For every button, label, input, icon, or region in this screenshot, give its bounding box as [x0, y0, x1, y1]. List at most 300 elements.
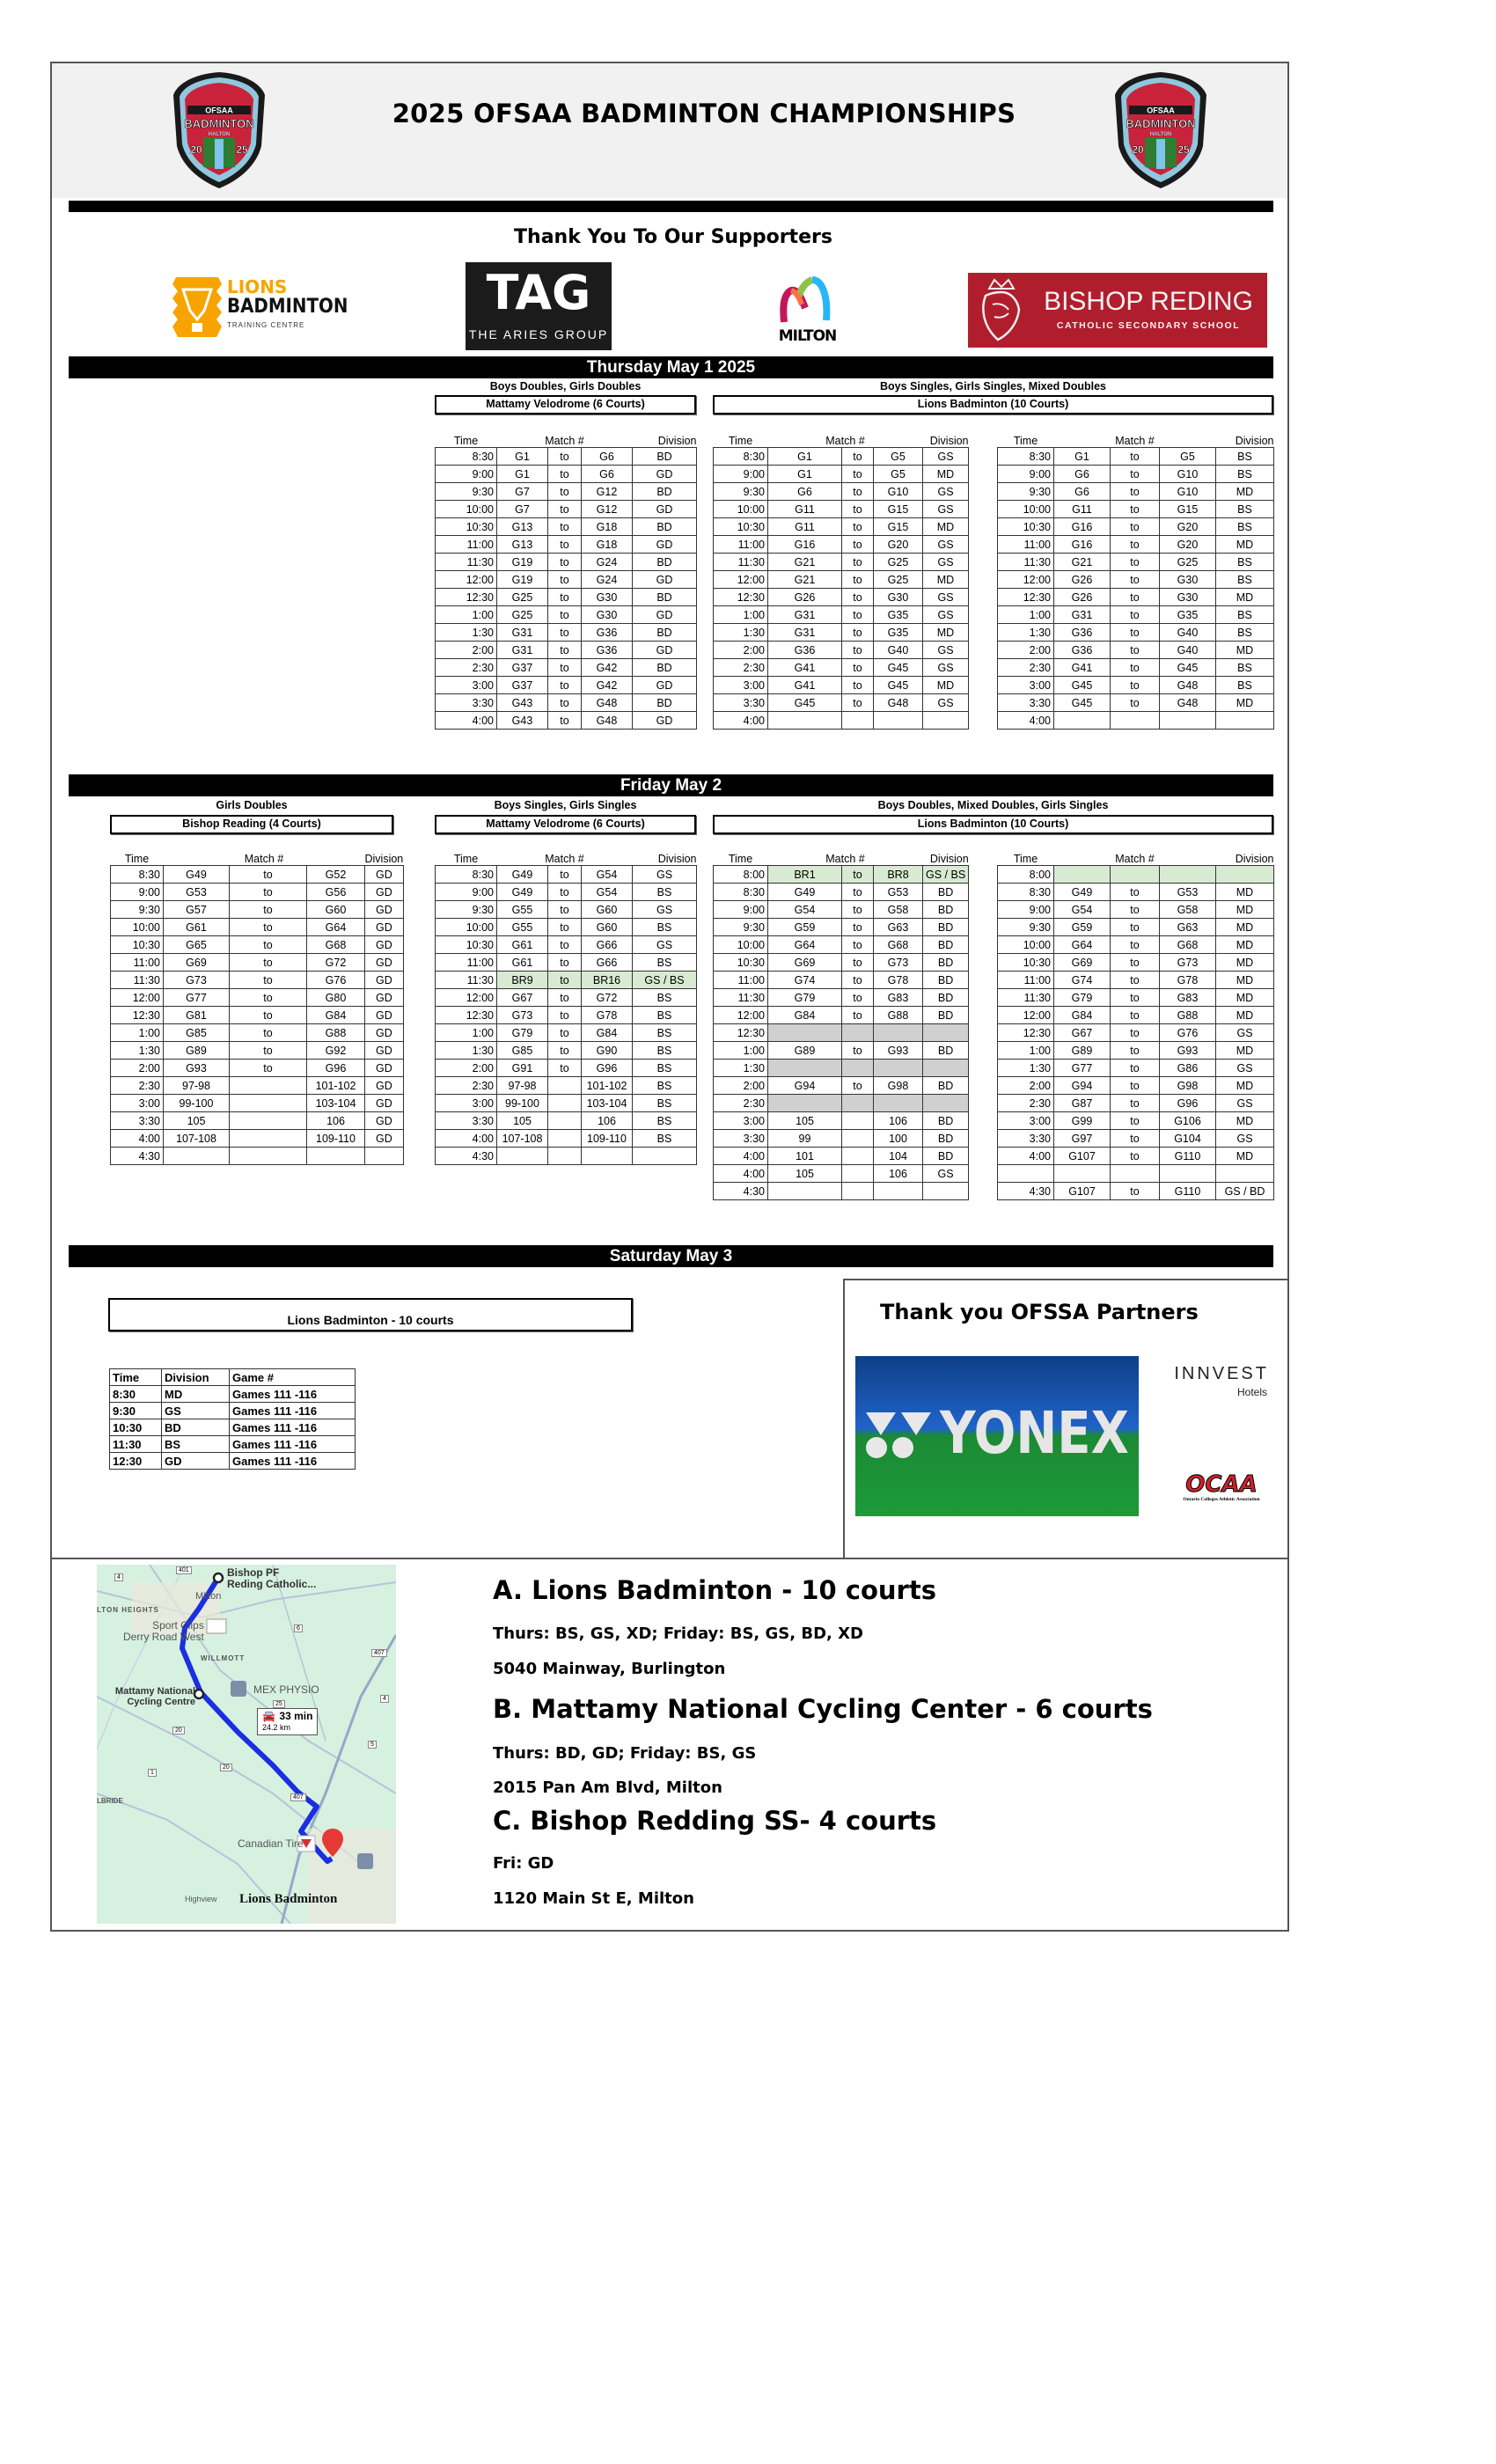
division-cell: MD	[162, 1386, 230, 1403]
table-row	[714, 659, 969, 677]
location-c-address: 1120 Main St E, Milton	[493, 1889, 694, 1908]
match-to-label	[230, 1148, 307, 1165]
division-cell: GD	[633, 536, 697, 554]
division-cell: BD	[633, 554, 697, 571]
match-from-cell: G11	[1054, 501, 1111, 518]
match-from-cell: G89	[164, 1042, 230, 1060]
division-cell	[1216, 866, 1274, 884]
time-cell: 2:00	[111, 1060, 164, 1077]
match-header: Match #	[825, 853, 865, 865]
time-cell: 4:00	[436, 1130, 497, 1148]
match-to-label: to	[1111, 884, 1160, 901]
table-row	[436, 1060, 697, 1077]
match-until-cell: 103-104	[582, 1095, 633, 1112]
yonex-mark-icon	[864, 1409, 935, 1462]
table-row	[714, 677, 969, 694]
division-cell: GS	[923, 589, 969, 606]
match-until-cell: G35	[874, 624, 923, 642]
division-header: Division	[364, 853, 404, 865]
match-to-label: to	[1111, 642, 1160, 659]
division-cell: BD	[923, 1042, 969, 1060]
match-from-cell: G26	[768, 589, 842, 606]
match-from-cell: G79	[768, 989, 842, 1007]
match-to-label: to	[842, 954, 874, 972]
time-cell: 4:00	[714, 712, 768, 730]
match-from-cell: G81	[164, 1007, 230, 1024]
match-from-cell: G74	[1054, 972, 1111, 989]
time-cell: 4:00	[111, 1130, 164, 1148]
ofsaa-badminton-crest-left	[157, 69, 282, 192]
table-row	[111, 972, 404, 989]
match-from-cell: G37	[497, 677, 548, 694]
match-from-cell: G43	[497, 712, 548, 730]
section-divider	[50, 1558, 1289, 1559]
time-cell: 1:00	[998, 606, 1054, 624]
match-from-cell: G19	[497, 571, 548, 589]
friday-table-4	[997, 849, 1274, 1200]
division-cell: GS	[923, 501, 969, 518]
match-from-cell: G93	[164, 1060, 230, 1077]
location-c-events: Fri: GD	[493, 1854, 554, 1873]
match-until-cell: G40	[1160, 624, 1216, 642]
division-cell: BD	[633, 624, 697, 642]
time-cell: 4:00	[436, 712, 497, 730]
match-to-label: to	[842, 694, 874, 712]
table-row	[998, 677, 1274, 694]
division-cell: GS	[923, 642, 969, 659]
match-until-cell: G83	[874, 989, 923, 1007]
match-until-cell: G58	[1160, 901, 1216, 919]
division-cell: BD	[923, 936, 969, 954]
table-row	[111, 919, 404, 936]
bishop-reding-logo-subtitle: CATHOLIC SECONDARY SCHOOL	[1056, 320, 1241, 331]
match-from-cell: G74	[768, 972, 842, 989]
match-until-cell: G86	[1160, 1060, 1216, 1077]
table-row	[714, 518, 969, 536]
division-cell: MD	[1216, 1148, 1274, 1165]
match-from-cell: G41	[768, 659, 842, 677]
match-to-label: to	[230, 954, 307, 972]
match-from-cell: 105	[768, 1112, 842, 1130]
match-from-cell: G85	[164, 1024, 230, 1042]
game-cell: Games 111 -116	[230, 1403, 356, 1419]
ocaa-logo-name: OCAA	[1185, 1471, 1258, 1498]
match-from-cell: G45	[1054, 677, 1111, 694]
time-cell: 11:30	[111, 972, 164, 989]
division-cell: MD	[923, 466, 969, 483]
match-until-cell: G63	[1160, 919, 1216, 936]
match-until-cell: BR16	[582, 972, 633, 989]
time-cell: 4:00	[714, 1165, 768, 1183]
ocaa-logo-subtitle: Ontario Colleges Athletic Association	[1183, 1497, 1260, 1502]
time-cell: 12:00	[998, 571, 1054, 589]
table-row	[436, 1042, 697, 1060]
match-until-cell: G42	[582, 659, 633, 677]
division-cell: BS	[633, 884, 697, 901]
match-from-cell	[768, 1183, 842, 1200]
table-row	[998, 501, 1274, 518]
match-until-cell: G84	[307, 1007, 365, 1024]
match-from-cell: G59	[768, 919, 842, 936]
division-cell: GD	[365, 919, 404, 936]
highway-25-shield: 25	[273, 1700, 285, 1708]
division-cell	[365, 1148, 404, 1165]
match-until-cell: G92	[307, 1042, 365, 1060]
highway-5-shield: 5	[368, 1741, 377, 1749]
table-row	[436, 606, 697, 624]
division-cell: MD	[923, 624, 969, 642]
match-until-cell: G54	[582, 866, 633, 884]
division-header: Division	[929, 853, 969, 865]
match-until-cell: G24	[582, 571, 633, 589]
match-from-cell: G26	[1054, 589, 1111, 606]
time-cell: 8:30	[714, 884, 768, 901]
match-until-cell: G83	[1160, 989, 1216, 1007]
division-cell: BD	[633, 483, 697, 501]
match-to-label: to	[1111, 1148, 1160, 1165]
match-from-cell: G49	[497, 866, 548, 884]
time-cell: 1:30	[436, 1042, 497, 1060]
table-row	[436, 1077, 697, 1095]
table-row	[714, 1112, 969, 1130]
division-cell: GD	[633, 712, 697, 730]
time-cell: 3:00	[436, 1095, 497, 1112]
match-from-cell: G6	[768, 483, 842, 501]
match-from-cell: G64	[768, 936, 842, 954]
table-row	[998, 1077, 1274, 1095]
match-to-label: to	[842, 466, 874, 483]
match-header: Match #	[244, 853, 284, 865]
time-cell: 9:00	[998, 466, 1054, 483]
svg-text:25: 25	[236, 143, 248, 156]
thursday-table-3	[997, 431, 1274, 730]
division-cell	[923, 712, 969, 730]
division-cell: GD	[365, 1112, 404, 1130]
milton-logo-text: MILTON	[778, 327, 837, 345]
match-from-cell: G94	[768, 1077, 842, 1095]
time-cell: 2:00	[998, 642, 1054, 659]
match-to-label: to	[842, 919, 874, 936]
location-b-events: Thurs: BD, GD; Friday: BS, GS	[493, 1744, 757, 1763]
time-cell: 11:30	[110, 1436, 162, 1453]
table-row	[436, 1024, 697, 1042]
match-from-cell: G41	[1054, 659, 1111, 677]
match-until-cell: 104	[874, 1148, 923, 1165]
time-cell: 4:00	[714, 1148, 768, 1165]
route-map[interactable]	[97, 1565, 396, 1924]
match-until-cell: G45	[1160, 659, 1216, 677]
milton-m-icon	[779, 273, 832, 324]
time-cell: 11:30	[998, 989, 1054, 1007]
table-row	[110, 1403, 356, 1419]
time-cell: 4:00	[998, 1148, 1054, 1165]
division-cell: GS	[923, 606, 969, 624]
match-to-label: to	[1111, 972, 1160, 989]
table-row	[111, 954, 404, 972]
table-row	[714, 536, 969, 554]
match-to-label: to	[842, 901, 874, 919]
match-from-cell	[768, 712, 842, 730]
match-to-label: to	[548, 936, 582, 954]
match-from-cell: G67	[1054, 1024, 1111, 1042]
table-row	[998, 536, 1274, 554]
match-until-cell: G64	[307, 919, 365, 936]
time-cell: 1:30	[714, 1060, 768, 1077]
time-cell: 9:00	[714, 466, 768, 483]
friday-group-1-events: Girls Doubles	[216, 799, 288, 811]
sport-clips-icon	[207, 1619, 226, 1633]
table-row	[436, 954, 697, 972]
match-to-label: to	[1111, 1095, 1160, 1112]
time-cell: 12:00	[436, 571, 497, 589]
match-until-cell: G54	[582, 884, 633, 901]
table-row	[436, 1112, 697, 1130]
match-from-cell	[768, 1024, 842, 1042]
match-to-label	[842, 1095, 874, 1112]
table-row	[111, 936, 404, 954]
match-to-label	[230, 1077, 307, 1095]
time-cell: 11:00	[436, 536, 497, 554]
lions-logo-line3: TRAINING CENTRE	[227, 321, 305, 329]
time-cell: 9:00	[714, 901, 768, 919]
match-to-label: to	[1111, 518, 1160, 536]
match-from-cell: G49	[1054, 884, 1111, 901]
match-from-cell: 99-100	[164, 1095, 230, 1112]
location-b-address: 2015 Pan Am Blvd, Milton	[493, 1778, 722, 1797]
match-to-label: to	[548, 659, 582, 677]
match-to-label: to	[842, 589, 874, 606]
time-cell: 2:30	[714, 659, 768, 677]
match-to-label: to	[842, 624, 874, 642]
match-from-cell: G89	[1054, 1042, 1111, 1060]
table-row	[714, 642, 969, 659]
division-cell: GD	[365, 954, 404, 972]
match-from-cell: G69	[1054, 954, 1111, 972]
division-cell	[923, 1024, 969, 1042]
time-cell: 1:00	[714, 1042, 768, 1060]
map-label-mattamy: Mattamy National Cycling Centre	[114, 1686, 195, 1707]
table-row	[998, 659, 1274, 677]
friday-group-2-events: Boys Singles, Girls Singles	[494, 799, 637, 811]
match-to-label: to	[1111, 1042, 1160, 1060]
match-until-cell: G78	[874, 972, 923, 989]
time-cell: 10:00	[436, 501, 497, 518]
match-from-cell: G87	[1054, 1095, 1111, 1112]
highway-20b-shield: 20	[220, 1764, 232, 1771]
time-cell: 3:00	[998, 1112, 1054, 1130]
time-cell: 10:00	[714, 936, 768, 954]
division-cell: GD	[365, 936, 404, 954]
division-cell: BS	[633, 1042, 697, 1060]
match-to-label	[548, 1130, 582, 1148]
table-row	[714, 954, 969, 972]
table-row	[714, 501, 969, 518]
division-cell: GS	[923, 536, 969, 554]
match-until-cell: G45	[874, 677, 923, 694]
time-cell: 10:00	[998, 501, 1054, 518]
time-cell: 4:30	[998, 1183, 1054, 1200]
match-to-label: to	[1111, 677, 1160, 694]
map-label-milton-heights: LTON HEIGHTS	[97, 1606, 159, 1614]
match-until-cell: 106	[874, 1112, 923, 1130]
match-until-cell: G18	[582, 536, 633, 554]
match-from-cell: 105	[497, 1112, 548, 1130]
time-cell: 8:30	[436, 866, 497, 884]
table-row	[714, 972, 969, 989]
time-cell: 11:30	[436, 554, 497, 571]
division-cell: BD	[923, 1077, 969, 1095]
match-from-cell	[164, 1148, 230, 1165]
time-cell: 12:00	[111, 989, 164, 1007]
match-until-cell: 106	[307, 1112, 365, 1130]
time-cell: 11:00	[436, 954, 497, 972]
time-cell: 10:00	[111, 919, 164, 936]
division-cell: GD	[633, 642, 697, 659]
time-cell: 10:30	[110, 1419, 162, 1436]
route-duration-callout	[257, 1708, 318, 1735]
match-until-cell: G30	[582, 589, 633, 606]
map-label-willmott: WILLMOTT	[201, 1654, 246, 1662]
match-to-label	[548, 1148, 582, 1165]
table-row	[998, 712, 1274, 730]
time-cell: 3:30	[714, 1130, 768, 1148]
match-to-label: to	[230, 972, 307, 989]
division-cell: BS	[633, 1130, 697, 1148]
table-row	[998, 1095, 1274, 1112]
table-row	[110, 1419, 356, 1436]
table-row	[436, 1130, 697, 1148]
match-from-cell: G11	[768, 518, 842, 536]
match-from-cell: G31	[497, 624, 548, 642]
match-until-cell: G84	[582, 1024, 633, 1042]
time-cell: 10:30	[436, 518, 497, 536]
match-to-label: to	[842, 501, 874, 518]
table-row	[714, 606, 969, 624]
division-cell: GS	[633, 901, 697, 919]
match-until-cell	[1160, 866, 1216, 884]
division-cell: GS	[923, 1165, 969, 1183]
table-row	[998, 466, 1274, 483]
time-header: Time	[1013, 435, 1038, 447]
match-header: Match #	[545, 853, 584, 865]
route-start-marker	[214, 1573, 223, 1582]
match-until-cell: G30	[582, 606, 633, 624]
match-from-cell: G73	[497, 1007, 548, 1024]
match-from-cell: G54	[768, 901, 842, 919]
match-to-label: to	[1111, 1077, 1160, 1095]
table-row	[436, 989, 697, 1007]
match-until-cell: G52	[307, 866, 365, 884]
highway-4b-shield: 4	[380, 1695, 389, 1703]
time-cell: 3:30	[998, 694, 1054, 712]
division-cell: BD	[923, 884, 969, 901]
lions-logo-line2: BADMINTON	[227, 296, 348, 318]
match-to-label: to	[1111, 624, 1160, 642]
time-cell: 1:00	[998, 1042, 1054, 1060]
match-from-cell: G1	[768, 466, 842, 483]
division-cell: GD	[365, 1077, 404, 1095]
match-to-label: to	[230, 919, 307, 936]
svg-text:HALTON: HALTON	[208, 132, 231, 137]
friday-group-3-venue: Lions Badminton (10 Courts)	[713, 815, 1273, 834]
division-cell: GD	[365, 901, 404, 919]
match-to-label: to	[548, 1007, 582, 1024]
friday-group-2-venue: Mattamy Velodrome (6 Courts)	[435, 815, 696, 834]
time-cell: 9:30	[998, 483, 1054, 501]
match-from-cell	[1054, 1165, 1111, 1183]
header-divider-bar	[69, 201, 1273, 212]
time-cell: 12:30	[714, 1024, 768, 1042]
match-until-cell: G12	[582, 501, 633, 518]
division-cell: BD	[162, 1419, 230, 1436]
match-until-cell: G63	[874, 919, 923, 936]
match-from-cell: G49	[497, 884, 548, 901]
table-row	[998, 518, 1274, 536]
match-to-label: to	[1111, 501, 1160, 518]
time-cell: 12:00	[714, 1007, 768, 1024]
division-cell: MD	[1216, 901, 1274, 919]
time-cell: 2:30	[714, 1095, 768, 1112]
table-row	[111, 1148, 404, 1165]
thursday-group-1-events: Boys Doubles, Girls Doubles	[489, 380, 642, 392]
match-from-cell: G19	[497, 554, 548, 571]
match-until-cell: G68	[1160, 936, 1216, 954]
table-row	[436, 677, 697, 694]
supporters-title: Thank You To Our Supporters	[514, 226, 832, 248]
table-row	[714, 919, 969, 936]
table-row	[714, 1077, 969, 1095]
time-cell: 1:30	[436, 624, 497, 642]
match-until-cell	[874, 1095, 923, 1112]
time-header: Time	[453, 435, 479, 447]
table-row	[998, 1183, 1274, 1200]
match-until-cell: G96	[582, 1060, 633, 1077]
table-row	[111, 1024, 404, 1042]
match-from-cell: 107-108	[497, 1130, 548, 1148]
match-until-cell: G42	[582, 677, 633, 694]
time-cell: 10:30	[998, 954, 1054, 972]
match-until-cell: G88	[307, 1024, 365, 1042]
location-a-events: Thurs: BS, GS, XD; Friday: BS, GS, BD, XD	[493, 1624, 863, 1643]
time-cell: 10:30	[436, 936, 497, 954]
table-row	[436, 919, 697, 936]
match-until-cell: G5	[874, 448, 923, 466]
match-from-cell: G84	[768, 1007, 842, 1024]
time-cell: 11:30	[998, 554, 1054, 571]
time-cell: 11:30	[714, 989, 768, 1007]
time-cell: 8:30	[714, 448, 768, 466]
match-to-label: to	[548, 884, 582, 901]
match-to-label	[842, 1112, 874, 1130]
match-to-label: to	[1111, 448, 1160, 466]
time-cell: 3:30	[714, 694, 768, 712]
match-to-label: to	[1111, 919, 1160, 936]
division-cell: MD	[1216, 642, 1274, 659]
match-from-cell: 99	[768, 1130, 842, 1148]
match-from-cell: G13	[497, 518, 548, 536]
match-to-label	[548, 1095, 582, 1112]
match-from-cell: G73	[164, 972, 230, 989]
division-cell: GD	[633, 677, 697, 694]
map-label-lbride: LBRIDE	[97, 1797, 123, 1805]
time-cell: 11:30	[436, 972, 497, 989]
match-to-label: to	[230, 936, 307, 954]
table-row	[998, 1112, 1274, 1130]
match-to-label: to	[1111, 1060, 1160, 1077]
match-from-cell: G89	[768, 1042, 842, 1060]
match-until-cell: G90	[582, 1042, 633, 1060]
match-until-cell: G53	[874, 884, 923, 901]
